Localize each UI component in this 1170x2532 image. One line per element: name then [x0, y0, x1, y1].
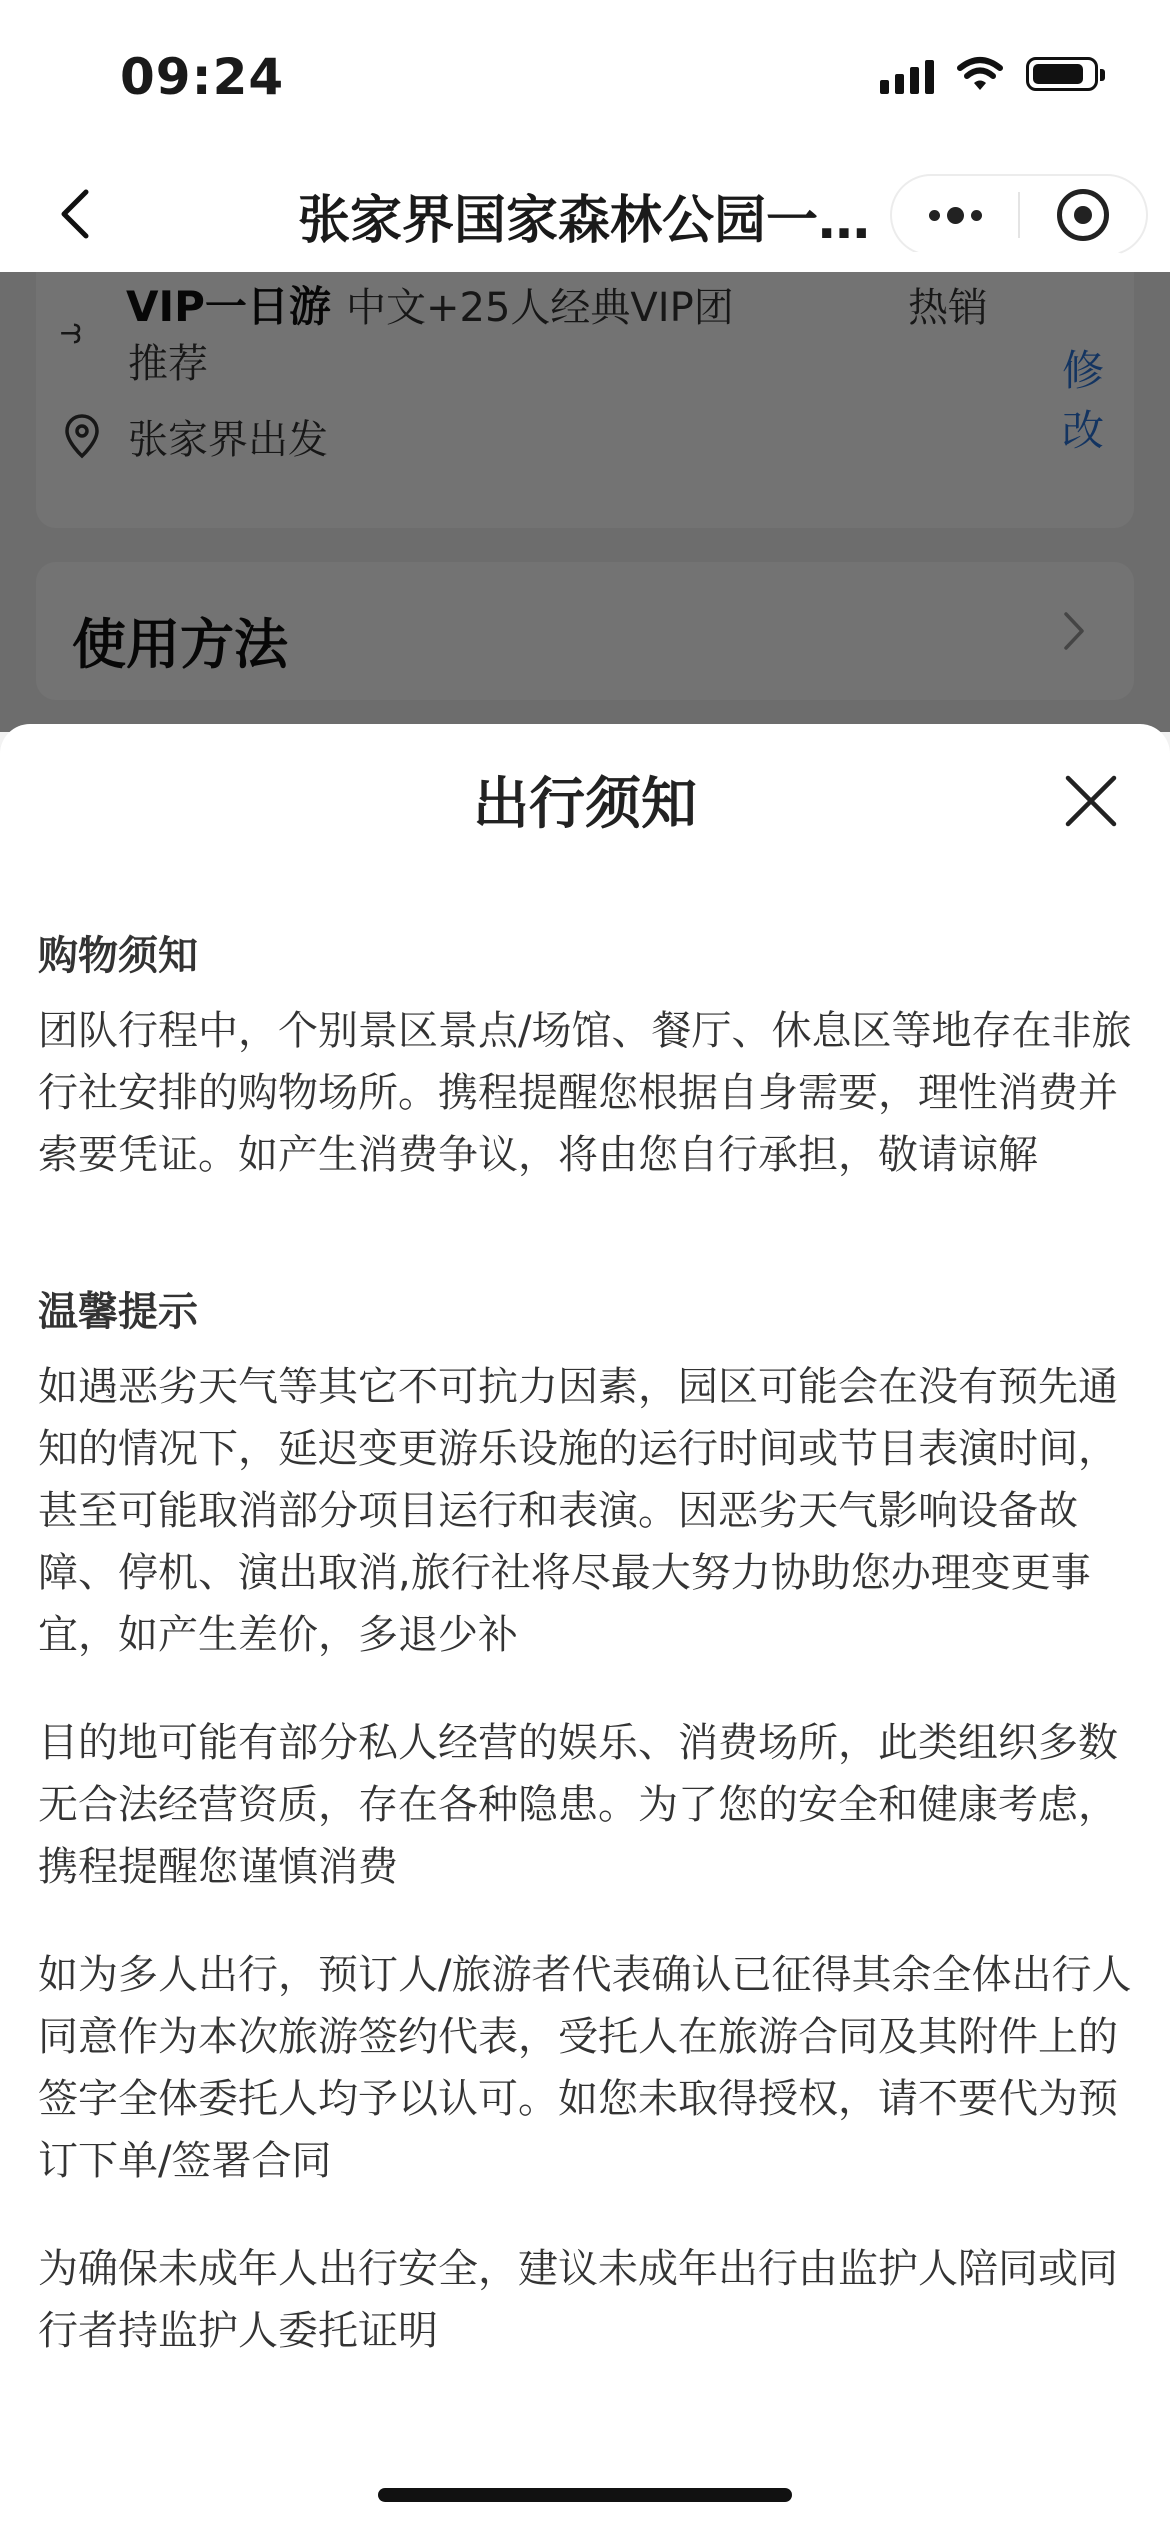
page-title: 张家界国家森林公园一… — [298, 191, 871, 251]
sheet-body — [38, 928, 1132, 2362]
more-button[interactable] — [892, 176, 1018, 254]
mini-program-capsule — [890, 174, 1148, 256]
signal-icon — [880, 54, 934, 94]
travel-notice-sheet — [0, 724, 1170, 2532]
section-heading: 购物须知 — [38, 933, 198, 979]
more-icon — [929, 207, 982, 224]
paragraph: 团队行程中，个别景区景点/场馆、餐厅、休息区等地存在非旅行社安排的购物场所。携程提醒您根据自身需要，理性消费并索要凭证。如产生消费争议，将由您自行承担，敬请谅解 — [38, 1008, 1132, 1178]
paragraph: 如为多人出行，预订人/旅游者代表确认已征得其余全体出行人同意作为本次旅游签约代表，受托人在旅游合同及其附件上的签字全体委托人均予以认可。如您未取得授权，请不要代为预订下单/签署合同 — [38, 1952, 1132, 2184]
close-mini-program-button[interactable] — [1020, 176, 1146, 254]
section-tips — [38, 1284, 1132, 2362]
section-shopping — [38, 928, 1132, 1186]
status-bar — [0, 0, 1170, 150]
paragraph: 为确保未成年人出行安全，建议未成年出行由监护人陪同或同行者持监护人委托证明 — [38, 2246, 1118, 2354]
section-heading: 温馨提示 — [38, 1289, 198, 1335]
status-icons — [880, 54, 1098, 94]
wifi-icon — [956, 56, 1004, 92]
back-icon[interactable] — [48, 184, 108, 244]
status-time: 09:24 — [120, 48, 285, 106]
battery-icon — [1026, 57, 1098, 91]
close-icon[interactable] — [1056, 766, 1126, 836]
sheet-title: 出行须知 — [473, 772, 697, 837]
home-indicator[interactable] — [378, 2488, 792, 2502]
modal-overlay[interactable] — [0, 272, 1170, 732]
section-gap — [38, 1186, 1132, 1284]
paragraph: 如遇恶劣天气等其它不可抗力因素，园区可能会在没有预先通知的情况下，延迟变更游乐设施的运行时间或节目表演时间，甚至可能取消部分项目运行和表演。因恶劣天气影响设备故障、停机、演出取消,旅行社将尽最大努力协助您办理变更事宜，如产生差价，多退少补 — [38, 1364, 1118, 1658]
paragraph: 目的地可能有部分私人经营的娱乐、消费场所，此类组织多数无合法经营资质，存在各种隐患。为了您的安全和健康考虑，携程提醒您谨慎消费 — [38, 1720, 1118, 1890]
target-icon — [1057, 189, 1109, 241]
